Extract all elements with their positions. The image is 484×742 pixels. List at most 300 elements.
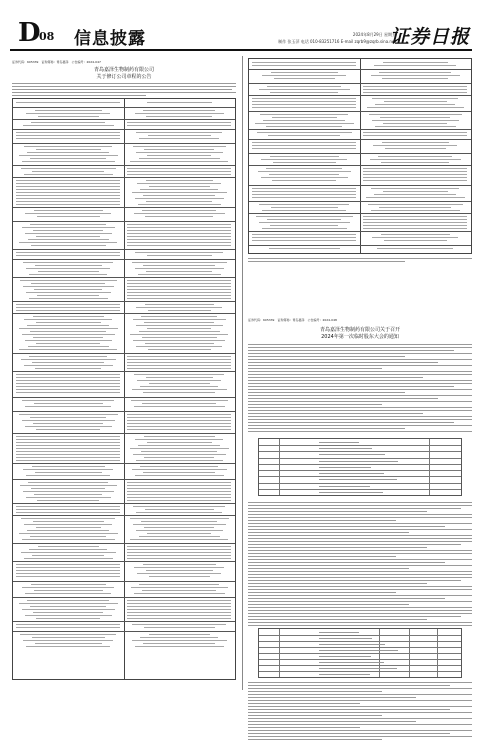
table-text-line — [127, 233, 231, 234]
table-text-line — [267, 86, 341, 87]
table-text-line — [363, 171, 467, 172]
body-text-line — [248, 389, 472, 390]
table-row-separator — [249, 83, 471, 84]
table-text-line — [148, 310, 211, 311]
body-text-line — [248, 353, 472, 354]
table-text-line — [363, 168, 467, 169]
table-text-line — [16, 576, 120, 577]
table-text-line — [31, 122, 105, 123]
table-text-line — [137, 573, 221, 574]
body-text-line — [248, 691, 382, 692]
table-row-separator — [259, 458, 461, 459]
body-text-line — [248, 739, 382, 740]
table-row-separator — [13, 353, 235, 354]
table-text-line — [144, 527, 214, 528]
masthead-rule — [10, 49, 472, 51]
table-text-line — [16, 380, 120, 381]
table-row-separator — [259, 659, 461, 660]
table-column-separator — [379, 629, 380, 677]
table-text-line — [29, 356, 107, 357]
table-text-line — [147, 533, 211, 534]
brand-logo: 证券日报 — [389, 26, 470, 48]
table-text-line — [146, 377, 213, 378]
body-text-line — [248, 431, 472, 432]
table-text-line — [135, 268, 224, 269]
table-text-line — [372, 120, 459, 121]
body-text-line — [248, 565, 472, 566]
table-text-line — [271, 72, 338, 73]
table-text-line — [252, 62, 356, 63]
table-text-line — [261, 159, 347, 160]
table-text-line — [252, 148, 356, 149]
table-text-line — [143, 110, 215, 111]
table-text-line — [16, 624, 120, 625]
table-text-line — [16, 138, 120, 139]
table-row-separator — [259, 464, 461, 465]
table-text-line — [384, 240, 447, 241]
table-text-line — [16, 201, 120, 202]
table-text-line — [127, 549, 231, 550]
table-text-line — [16, 192, 120, 193]
body-text-line — [248, 553, 472, 554]
right-table-footer-text — [248, 258, 472, 264]
table-text-line — [252, 107, 356, 108]
table-text-line — [127, 429, 231, 430]
table-text-line — [383, 191, 448, 192]
table-text-line — [133, 506, 225, 507]
body-text-line — [248, 395, 472, 396]
table-text-line — [127, 417, 231, 418]
table-text-line — [363, 92, 467, 93]
table-row-separator — [13, 561, 235, 562]
table-text-line — [136, 307, 222, 308]
table-text-line — [319, 479, 397, 480]
table-text-line — [16, 567, 120, 568]
table-text-line — [319, 448, 372, 449]
table-text-line — [30, 536, 106, 537]
table-text-line — [363, 177, 467, 178]
table-text-line — [28, 482, 108, 483]
page-number: 08 — [39, 30, 55, 43]
body-text-line — [248, 586, 472, 587]
table-text-line — [37, 295, 99, 296]
table-text-line — [270, 225, 338, 226]
table-text-line — [132, 640, 227, 641]
table-text-line — [149, 186, 210, 187]
body-text-line — [248, 374, 472, 375]
table-text-line — [367, 107, 464, 108]
table-text-line — [143, 564, 216, 565]
table-text-line — [319, 442, 359, 443]
table-row-separator — [249, 231, 471, 232]
table-text-line — [147, 442, 212, 443]
body-text-line — [248, 727, 360, 728]
table-text-line — [146, 271, 212, 272]
table-text-line — [36, 322, 101, 323]
table-text-line — [271, 207, 338, 208]
table-text-line — [269, 248, 340, 249]
table-text-line — [26, 497, 111, 498]
body-text-line — [248, 392, 405, 393]
table-text-line — [21, 552, 116, 553]
body-text-line — [248, 700, 472, 701]
table-text-line — [127, 482, 231, 483]
table-text-line — [147, 155, 211, 156]
table-text-line — [16, 180, 120, 181]
table-text-line — [139, 158, 220, 159]
table-text-line — [262, 210, 346, 211]
table-text-line — [144, 627, 215, 628]
table-text-line — [252, 145, 356, 146]
table-text-line — [23, 125, 114, 126]
table-text-line — [22, 420, 115, 421]
table-text-line — [127, 423, 231, 424]
table-text-line — [319, 662, 384, 663]
table-text-line — [22, 334, 115, 335]
table-text-line — [38, 116, 99, 117]
table-text-line — [373, 145, 457, 146]
body-text-line — [248, 613, 472, 614]
table-text-line — [149, 383, 210, 384]
table-text-line — [127, 546, 231, 547]
table-text-line — [141, 316, 217, 317]
table-text-line — [16, 195, 120, 196]
table-row-separator — [249, 139, 471, 140]
body-text-line — [248, 416, 472, 417]
table-text-line — [149, 634, 210, 635]
table-text-line — [30, 224, 106, 225]
table-text-line — [16, 252, 120, 253]
table-row-separator — [259, 476, 461, 477]
table-column-separator — [409, 629, 410, 677]
table-text-line — [22, 587, 114, 588]
body-text-line — [248, 571, 472, 572]
table-text-line — [127, 174, 231, 175]
table-text-line — [36, 343, 100, 344]
table-text-line — [252, 101, 356, 102]
table-text-line — [127, 414, 231, 415]
body-text-line — [248, 523, 472, 524]
body-text-line — [248, 706, 472, 707]
body-text-line — [248, 505, 472, 506]
table-text-line — [363, 135, 467, 136]
body-text-line — [248, 550, 472, 551]
body-text-line — [248, 398, 438, 399]
table-text-line — [23, 469, 113, 470]
table-text-line — [25, 615, 112, 616]
table-column-separator — [279, 439, 280, 495]
table-text-line — [134, 567, 224, 568]
table-text-line — [32, 637, 105, 638]
table-text-line — [33, 316, 104, 317]
table-text-line — [319, 668, 397, 669]
table-text-line — [127, 555, 231, 556]
body-text-line — [248, 604, 409, 605]
date-line: 2024年8月29日 星期五 — [352, 32, 396, 37]
table-text-line — [140, 466, 218, 467]
right-body-text-1 — [248, 344, 472, 434]
proxy-form-table — [258, 628, 462, 678]
left-code-line: 证券代码：605339 证券简称：青岛嘉泽 公告编号：2024-047 — [12, 60, 101, 64]
table-text-line — [34, 590, 103, 591]
table-row-separator — [259, 470, 461, 471]
body-text-line — [248, 694, 472, 695]
table-row-separator — [13, 463, 235, 464]
table-text-line — [263, 120, 345, 121]
table-text-line — [319, 650, 398, 651]
table-row-separator — [259, 635, 461, 636]
table-text-line — [36, 429, 100, 430]
table-row-separator — [249, 153, 471, 154]
table-text-line — [31, 245, 106, 246]
table-text-line — [138, 445, 220, 446]
table-text-line — [132, 192, 227, 193]
table-text-line — [25, 593, 111, 594]
table-text-line — [24, 558, 113, 559]
table-text-line — [134, 213, 225, 214]
table-text-line — [146, 116, 212, 117]
table-text-line — [35, 643, 102, 644]
body-text-line — [248, 371, 472, 372]
table-text-line — [259, 204, 349, 205]
table-text-line — [127, 497, 231, 498]
body-text-line — [248, 413, 423, 414]
table-text-line — [127, 236, 231, 237]
table-text-line — [145, 509, 214, 510]
table-text-line — [138, 204, 221, 205]
table-text-line — [27, 600, 109, 601]
table-text-line — [133, 524, 226, 525]
right-notice-title: 2024年第一次临时股东大会的通知 — [321, 334, 399, 340]
table-text-line — [127, 603, 231, 604]
table-text-line — [127, 289, 231, 290]
table-text-line — [140, 189, 218, 190]
table-text-line — [139, 138, 219, 139]
right-body-text-3 — [248, 682, 472, 742]
table-column-separator — [429, 439, 430, 495]
table-text-line — [127, 227, 231, 228]
table-text-line — [127, 615, 231, 616]
table-text-line — [143, 643, 215, 644]
page-letter: D — [18, 18, 41, 48]
body-text-line — [248, 556, 396, 557]
table-text-line — [27, 152, 109, 153]
table-row-separator — [13, 177, 235, 178]
table-text-line — [16, 509, 120, 510]
table-text-line — [252, 194, 356, 195]
table-text-line — [27, 530, 109, 531]
table-text-line — [144, 436, 215, 437]
table-text-line — [135, 252, 223, 253]
body-text-line — [248, 362, 438, 363]
table-row-separator — [13, 503, 235, 504]
body-text-line — [248, 541, 472, 542]
table-text-line — [252, 142, 356, 143]
body-text-line — [248, 718, 472, 719]
table-text-line — [38, 546, 99, 547]
table-text-line — [262, 228, 347, 229]
body-text-line — [248, 344, 472, 345]
table-text-line — [132, 262, 227, 263]
table-text-line — [380, 117, 450, 118]
table-text-line — [127, 368, 231, 369]
table-text-line — [140, 637, 218, 638]
table-row-separator — [259, 451, 461, 452]
table-column-separator — [279, 629, 280, 677]
table-text-line — [127, 283, 231, 284]
table-text-line — [384, 101, 447, 102]
table-text-line — [252, 191, 356, 192]
body-text-line — [248, 712, 472, 713]
table-text-line — [363, 174, 467, 175]
table-text-line — [379, 207, 451, 208]
table-text-line — [142, 590, 216, 591]
table-text-line — [375, 104, 455, 105]
table-text-line — [371, 210, 460, 211]
table-text-line — [127, 552, 231, 553]
table-text-line — [33, 521, 104, 522]
table-text-line — [136, 346, 222, 347]
table-row-separator — [13, 515, 235, 516]
table-text-line — [16, 304, 120, 305]
body-text-line — [248, 380, 472, 381]
table-text-line — [273, 162, 336, 163]
table-text-line — [19, 242, 117, 243]
table-text-line — [259, 89, 350, 90]
body-text-line — [248, 580, 461, 581]
body-text-line — [248, 682, 472, 683]
table-text-line — [146, 570, 213, 571]
table-text-line — [16, 564, 120, 565]
body-text-line — [248, 592, 396, 593]
body-text-line — [248, 583, 427, 584]
table-row-separator — [13, 221, 235, 222]
table-text-line — [16, 307, 120, 308]
table-text-line — [30, 606, 106, 607]
table-text-line — [141, 451, 217, 452]
table-text-line — [16, 570, 120, 571]
table-text-line — [32, 171, 104, 172]
table-text-line — [19, 349, 117, 350]
table-text-line — [127, 494, 231, 495]
body-text-line — [248, 520, 396, 521]
table-text-line — [16, 445, 120, 446]
table-text-line — [252, 65, 356, 66]
table-text-line — [139, 331, 220, 332]
table-text-line — [127, 365, 231, 366]
body-text-line — [248, 386, 454, 387]
table-text-line — [136, 460, 223, 461]
table-text-line — [127, 242, 231, 243]
table-row-separator — [259, 653, 461, 654]
table-text-line — [139, 536, 220, 537]
table-text-line — [144, 149, 214, 150]
table-text-line — [31, 283, 105, 284]
table-text-line — [16, 189, 120, 190]
table-text-line — [130, 518, 229, 519]
body-text-line — [248, 377, 423, 378]
table-text-line — [19, 414, 118, 415]
table-text-line — [270, 156, 339, 157]
body-text-line — [248, 535, 472, 536]
table-text-line — [137, 183, 221, 184]
table-text-line — [20, 634, 116, 635]
table-text-line — [134, 406, 225, 407]
table-text-line — [372, 237, 458, 238]
table-text-line — [363, 89, 467, 90]
table-row-separator — [13, 119, 235, 120]
table-text-line — [16, 454, 120, 455]
table-text-line — [36, 236, 100, 237]
table-text-line — [319, 632, 359, 633]
table-text-line — [16, 377, 120, 378]
table-text-line — [258, 171, 351, 172]
table-text-line — [135, 475, 224, 476]
table-text-line — [127, 245, 231, 246]
table-text-line — [16, 573, 120, 574]
table-text-line — [257, 132, 352, 133]
table-row-separator — [249, 213, 471, 214]
table-text-line — [136, 152, 223, 153]
table-row-separator — [249, 201, 471, 202]
table-text-line — [127, 606, 231, 607]
body-text-line — [248, 607, 472, 608]
table-text-line — [256, 216, 353, 217]
table-text-line — [143, 265, 215, 266]
table-text-line — [319, 486, 370, 487]
table-text-line — [319, 492, 383, 493]
table-text-line — [370, 159, 461, 160]
table-text-line — [377, 248, 453, 249]
body-text-line — [248, 428, 405, 429]
masthead — [10, 10, 472, 48]
table-text-line — [255, 123, 354, 124]
table-text-line — [132, 624, 226, 625]
table-text-line — [363, 219, 467, 220]
meeting-agenda-table — [258, 438, 462, 496]
table-text-line — [133, 340, 225, 341]
body-text-line — [248, 559, 472, 560]
table-text-line — [127, 224, 231, 225]
table-text-line — [24, 524, 112, 525]
table-text-line — [26, 475, 110, 476]
table-text-line — [143, 195, 215, 196]
table-text-line — [319, 656, 371, 657]
table-text-line — [26, 268, 110, 269]
table-row-separator — [13, 411, 235, 412]
table-row-separator — [249, 69, 471, 70]
table-text-line — [136, 325, 223, 326]
table-text-line — [16, 310, 120, 311]
table-text-line — [252, 197, 356, 198]
table-row-separator — [259, 665, 461, 666]
table-text-line — [16, 132, 120, 133]
body-text-line — [248, 709, 450, 710]
table-text-line — [34, 494, 102, 495]
table-text-line — [16, 460, 120, 461]
table-text-line — [262, 75, 346, 76]
table-text-line — [16, 451, 120, 452]
table-text-line — [374, 65, 456, 66]
body-text-line — [248, 419, 472, 420]
table-row-separator — [13, 277, 235, 278]
table-text-line — [32, 362, 104, 363]
table-text-line — [146, 201, 212, 202]
table-row-separator — [13, 631, 235, 632]
table-text-line — [147, 102, 212, 103]
table-text-line — [379, 72, 451, 73]
table-text-line — [261, 177, 348, 178]
